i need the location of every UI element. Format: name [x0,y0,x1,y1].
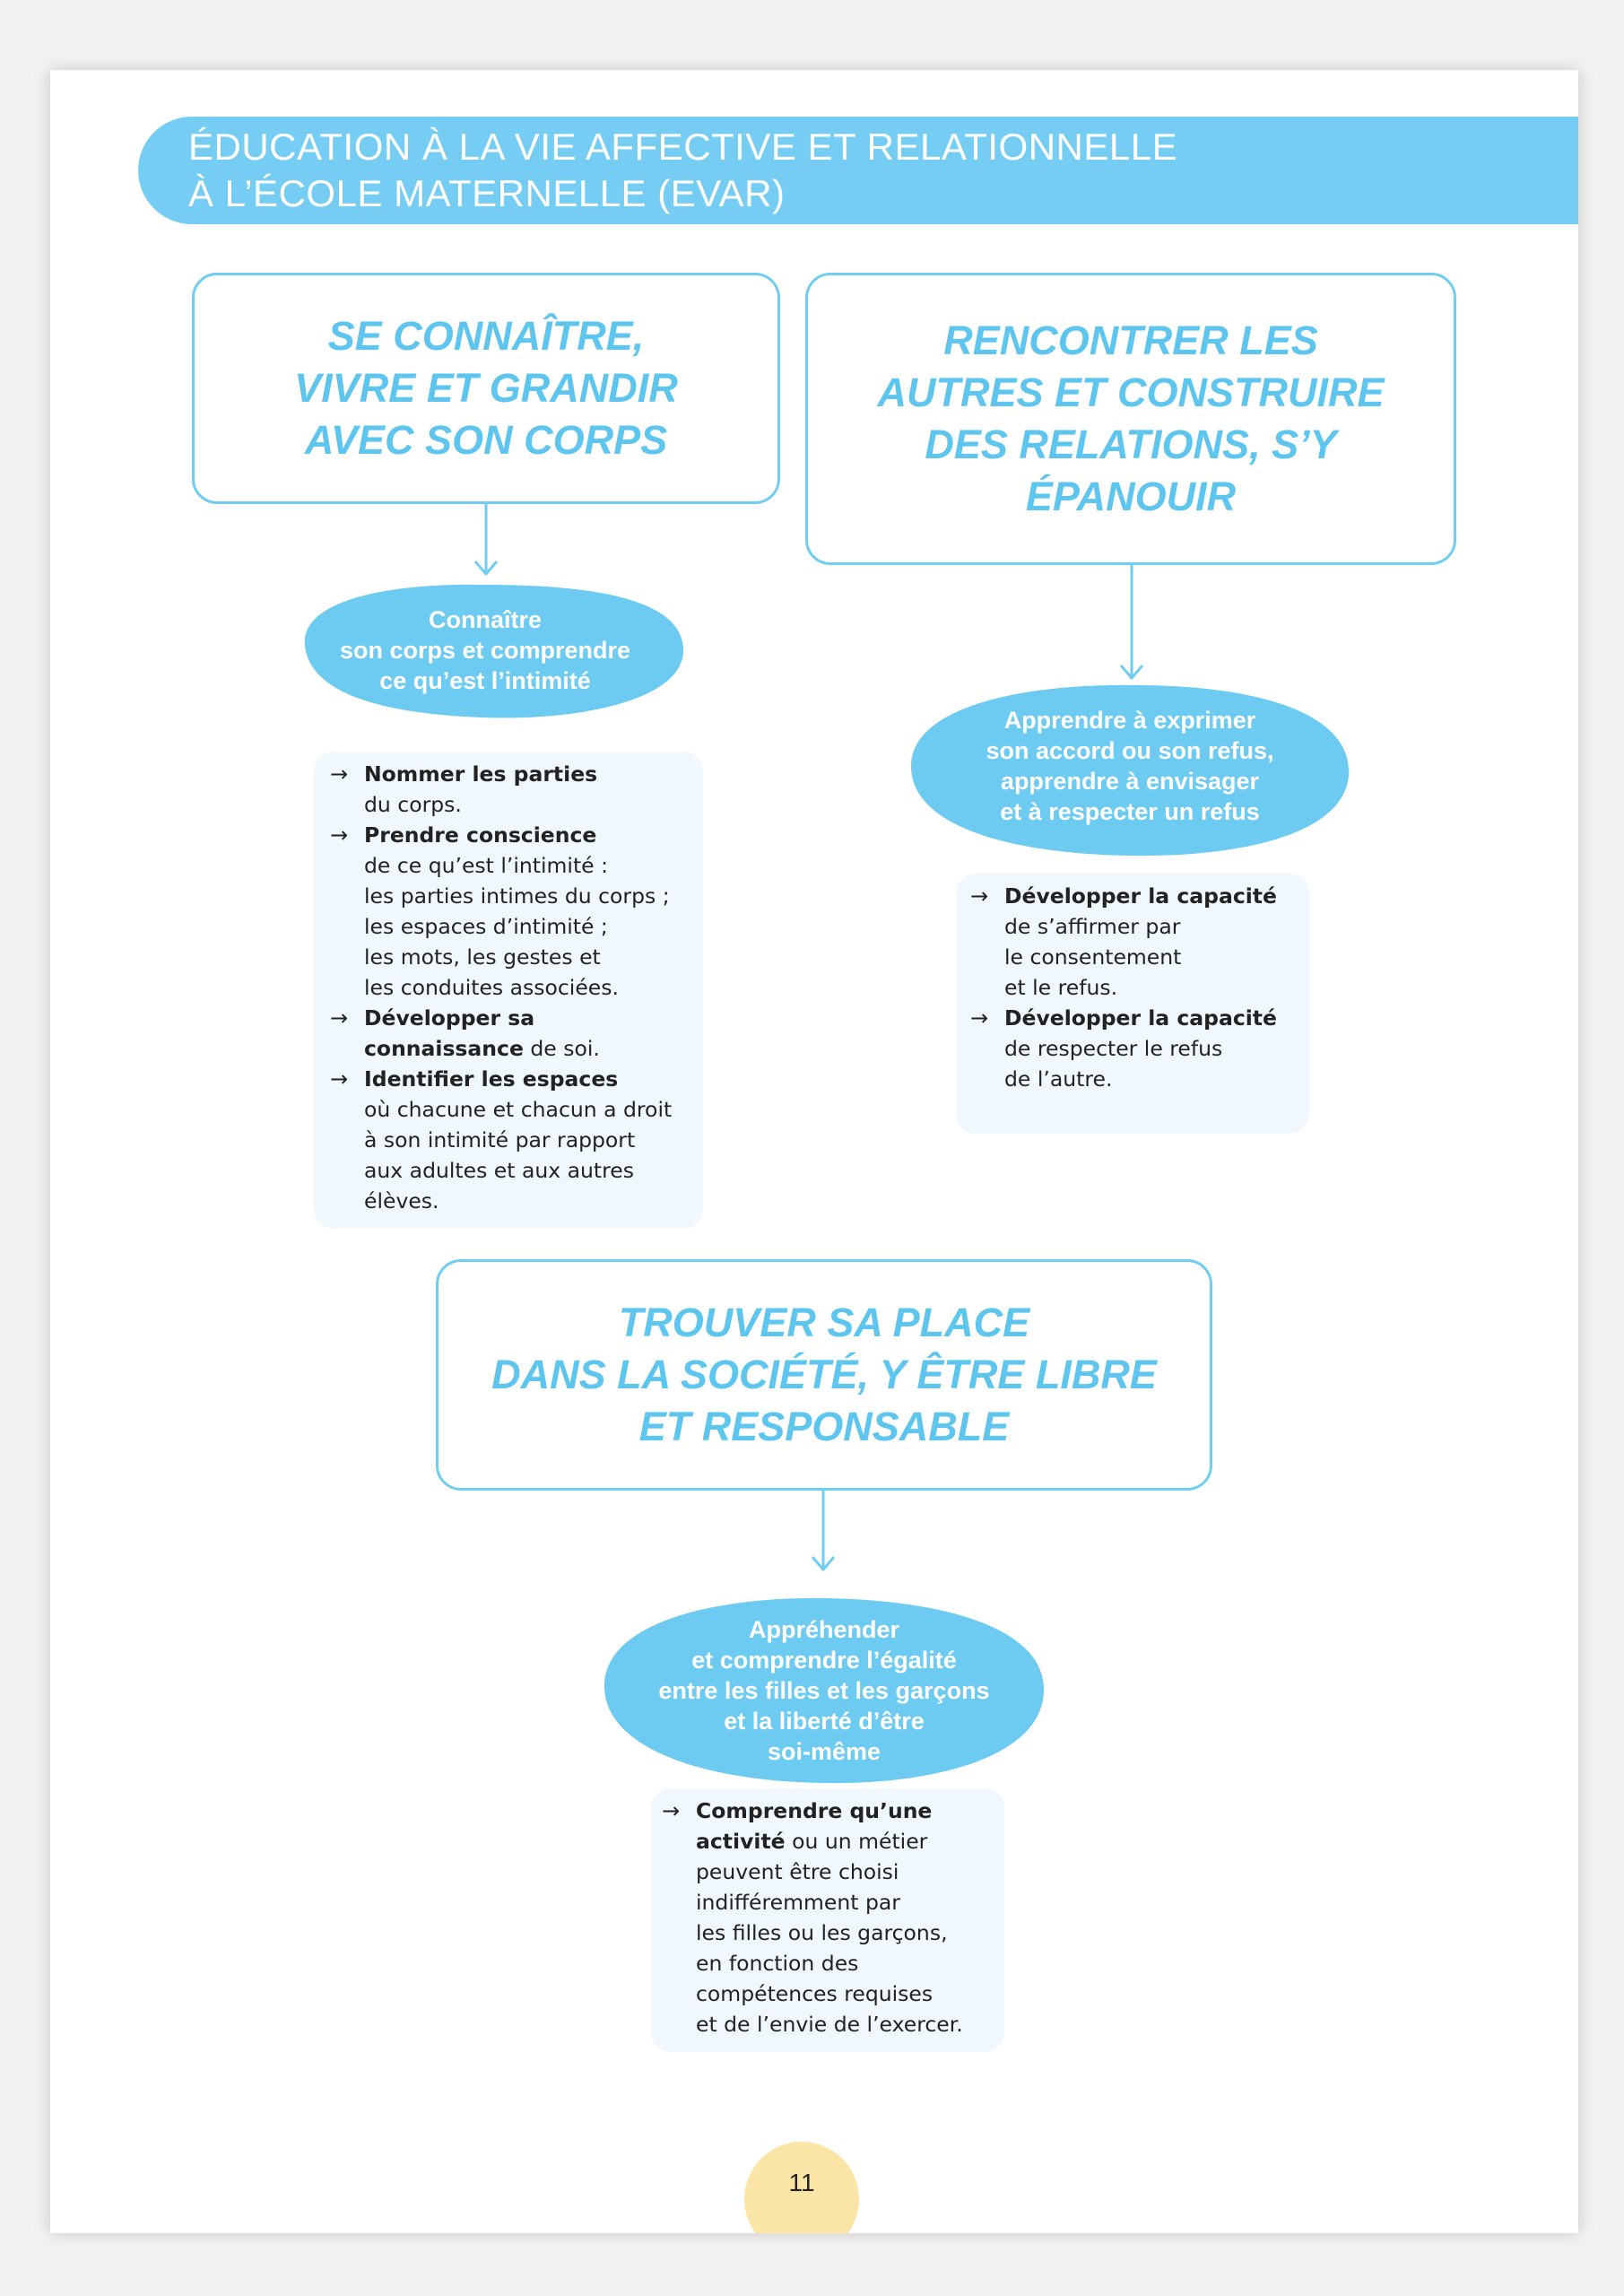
detail-item-line [696,1857,995,1887]
detail-item-text: de l’autre. [1004,1066,1113,1091]
objective-1-line: ce qu’est l’intimité [379,667,591,694]
detail-item-line [696,1826,995,1857]
theme-box-1 [192,273,780,504]
detail-item-line [364,1155,690,1186]
arrow-right-icon: → [330,1066,349,1091]
detail-item [330,1003,690,1064]
objective-3-line: entre les filles et les garçons [658,1677,990,1704]
arrow-right-icon: → [970,1005,989,1031]
header-title-line-1: ÉDUCATION À LA VIE AFFECTIVE ET RELATIONNELLE [188,126,1178,168]
detail-item-text: les parties intimes du corps ; [364,883,670,909]
arrow-right-icon: → [330,1005,349,1031]
detail-item-line [364,1003,690,1033]
objective-2-line: et à respecter un refus [1000,798,1260,825]
theme-title-2-line: DES RELATIONS, S’Y [925,422,1337,467]
detail-list-2 [970,881,1300,1094]
theme-title-1 [294,310,678,466]
detail-item-line [696,1979,995,2009]
theme-box-2 [805,273,1456,565]
detail-item-text: le consentement [1004,944,1182,970]
detail-item-text: et de l’envie de l’exercer. [696,2012,963,2037]
detail-item [662,1796,995,2039]
detail-item-text: de soi. [523,1036,600,1061]
detail-item-text: et le refus. [1004,975,1118,1000]
objective-1-line: Connaître [428,606,542,633]
detail-item-line [364,1125,690,1155]
detail-item-text: où chacune et chacun a droit [364,1097,673,1122]
detail-item-bold-text: Identifier les espaces [364,1066,619,1091]
detail-item-bold-text: connaissance [364,1036,524,1061]
detail-item-text: élèves. [364,1188,439,1213]
detail-item-text: les mots, les gestes et [364,944,601,970]
arrow-right-icon: → [330,761,349,787]
connector-arrow-1 [468,504,504,579]
detail-item-line [364,911,690,942]
theme-title-1-line: AVEC SON CORPS [304,417,668,463]
detail-item-bold-text: Développer la capacité [1004,883,1277,909]
detail-item-text: ou un métier [785,1829,928,1854]
detail-item [330,759,690,820]
detail-item-line [364,942,690,972]
theme-title-3-line: DANS LA SOCIÉTÉ, Y ÊTRE LIBRE [491,1352,1157,1397]
detail-item-line [696,1796,995,1826]
detail-item-text: les espaces d’intimité ; [364,914,608,939]
detail-item-line [364,850,690,881]
detail-item-text: compétences requises [696,1981,934,2006]
connector-arrow-2 [1114,565,1150,683]
theme-title-2 [877,315,1384,523]
detail-item-text: de respecter le refus [1004,1036,1223,1061]
theme-title-2-line: RENCONTRER LES [943,317,1318,363]
theme-title-3-line: TROUVER SA PLACE [618,1300,1030,1345]
detail-item-text: de s’affirmer par [1004,914,1181,939]
detail-item-text: à son intimité par rapport [364,1127,636,1152]
detail-panel-2 [956,874,1309,1134]
detail-item-line [364,1094,690,1125]
detail-item-text: les filles ou les garçons, [696,1920,948,1945]
detail-panel-3 [651,1788,1004,2052]
detail-item-line [364,759,690,789]
objective-2-line: son accord ou son refus, [986,737,1274,764]
detail-item-line [364,881,690,911]
theme-title-2-line: ÉPANOUIR [1025,474,1237,519]
detail-item-bold-text: Développer sa [364,1005,535,1031]
objective-2-line: apprendre à envisager [1000,768,1260,795]
detail-item-line [364,1033,690,1064]
objective-3-line: soi-même [767,1738,881,1765]
detail-item-bold-text: Nommer les parties [364,761,598,787]
objective-1-line: son corps et comprendre [339,637,631,664]
detail-item-bold-text: Prendre conscience [364,822,597,848]
detail-list-3 [662,1796,995,2039]
detail-item-line [1004,972,1300,1003]
detail-item-line [364,820,690,850]
objective-text-2 [906,705,1354,827]
detail-item-line [1004,942,1300,972]
objective-text-3 [601,1614,1047,1767]
detail-item-text: indifféremment par [696,1890,900,1915]
detail-item [330,820,690,1003]
page [50,70,1578,2233]
detail-item-text: peuvent être choisi [696,1859,899,1884]
detail-item-line [696,1948,995,1979]
detail-item-line [1004,881,1300,911]
detail-item-bold-text: Comprendre qu’une [696,1798,933,1823]
detail-item-line [364,972,690,1003]
page-number: 11 [788,2169,815,2196]
detail-item-line [364,1064,690,1094]
detail-item [970,881,1300,1003]
connector-arrow-3 [805,1491,841,1575]
detail-list-1 [330,759,690,1216]
theme-title-2-line: AUTRES ET CONSTRUIRE [877,370,1385,415]
objective-3-line: et la liberté d’être [724,1708,925,1735]
detail-item-text: en fonction des [696,1951,859,1976]
theme-title-3 [491,1297,1157,1453]
detail-item-line [1004,1033,1300,1064]
objective-3-line: et comprendre l’égalité [691,1647,957,1674]
detail-item-line [1004,1003,1300,1033]
detail-item [330,1064,690,1216]
detail-item [970,1003,1300,1094]
detail-item-line [696,2009,995,2039]
objective-2-line: Apprendre à exprimer [1003,707,1256,734]
detail-item-text: de ce qu’est l’intimité : [364,853,609,878]
theme-title-1-line: VIVRE ET GRANDIR [294,365,678,411]
arrow-right-icon: → [330,822,349,848]
detail-item-line [1004,911,1300,942]
theme-box-3 [436,1259,1212,1491]
detail-item-line [364,789,690,820]
theme-title-1-line: SE CONNAÎTRE, [327,313,645,359]
detail-item-bold-text: activité [696,1829,786,1854]
detail-item-text: du corps. [364,792,462,817]
detail-item-line [364,1186,690,1216]
detail-item-bold-text: Développer la capacité [1004,1005,1277,1031]
objective-3-line: Appréhender [748,1616,900,1643]
detail-item-line [696,1918,995,1948]
detail-item-text: les conduites associées. [364,975,619,1000]
theme-title-3-line: ET RESPONSABLE [638,1404,1010,1449]
detail-item-line [1004,1064,1300,1094]
detail-item-line [696,1887,995,1918]
page-number-badge [744,2142,859,2233]
header-banner [138,117,1578,224]
detail-item-text: aux adultes et aux autres [364,1158,634,1183]
detail-panel-1 [314,752,703,1229]
arrow-right-icon: → [970,883,989,909]
header-title-line-2: À L’ÉCOLE MATERNELLE (EVAR) [188,172,786,214]
objective-text-1 [285,604,685,696]
arrow-right-icon: → [662,1798,681,1823]
